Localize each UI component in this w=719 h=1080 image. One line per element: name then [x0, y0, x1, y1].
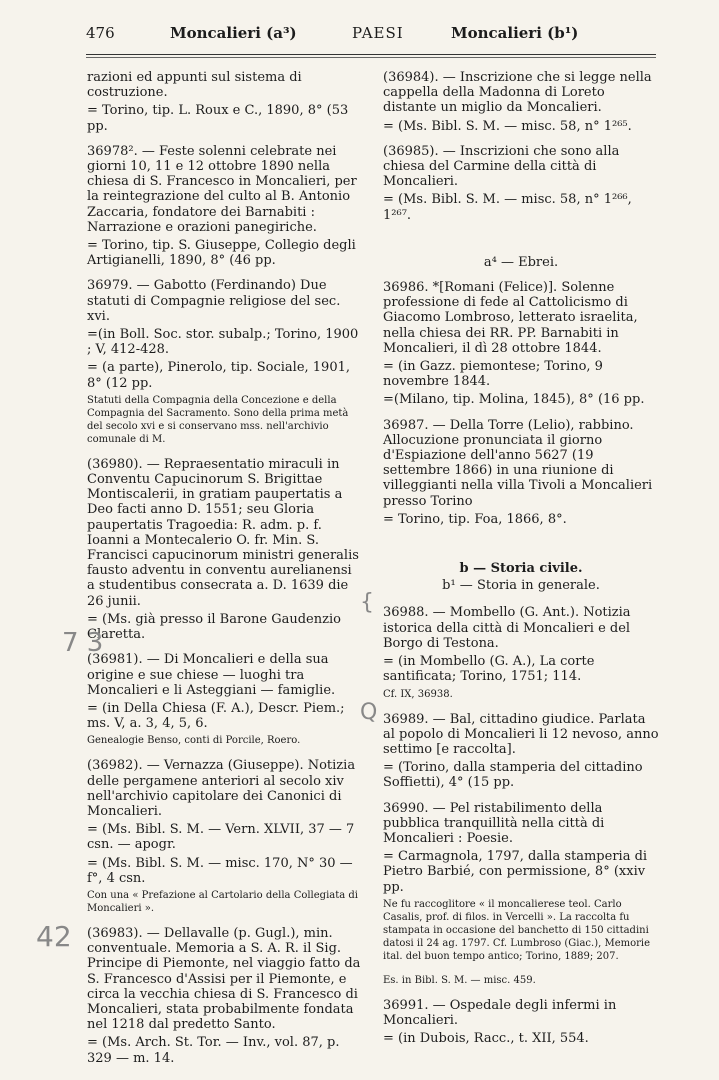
entry-36978-2: 36978². — Feste solenni celebrate nei giorni 10, 11 e 12 ottobre 1890 nella chiesa di S. Francesco in Moncalieri, per la reintegrazione del culto al B. Antonio Zaccaria, fondatore dei Barnabiti : Narrazione e orazioni panegiriche. [87, 143, 357, 235]
entry-citation: = (in Della Chiesa (F. A.), Descr. Piem.; ms. V, a. 3, 4, 5, 6. [87, 700, 345, 732]
header-rule [86, 54, 656, 55]
entry-36989: 36989. — Bal, cittadino giudice. Parlata al popolo di Moncalieri li 12 nevoso, anno settimo [e raccolta]. [383, 711, 659, 757]
entry-note: Genealogie Benso, conti di Porcile, Roero. [87, 735, 301, 747]
right-column [383, 70, 659, 1056]
handwritten-bracket: { [360, 590, 374, 615]
left-running-title: Moncalieri (a³) [170, 24, 297, 42]
entry-note: Cf. IX, 36938. [383, 688, 453, 700]
right-running-title: Moncalieri (b¹) [451, 24, 579, 42]
running-header [86, 18, 658, 48]
entry-citation: =(in Boll. Soc. stor. subalp.; Torino, 1900 ; V, 412-428. [87, 327, 359, 358]
page-number: 476 [86, 24, 115, 42]
handwritten-mark: Q [360, 700, 378, 725]
section-title: PAESI [352, 24, 404, 42]
entry-citation: =(Milano, tip. Molina, 1845), 8° (16 pp. [383, 392, 645, 408]
entry-36984: (36984). — Inscrizione che si legge nella cappella della Madonna di Loreto distante un miglio da Moncalieri. [383, 70, 652, 116]
entry-note: Statuti della Compagnia della Concezione e della Compagnia del Sacramento. Sono della prima metà del secolo xvi e si conservano mss. nell'archivio comunale di M. [87, 394, 349, 445]
entry-citation: = Carmagnola, 1797, dalla stamperia di Pietro Barbié, con permissione, 8° (xxiv pp. [383, 849, 648, 895]
subsection-heading: b¹ — Storia in generale. [442, 578, 600, 594]
entry-citation: = (in Gazz. piemontese; Torino, 9 novembre 1844. [383, 359, 603, 390]
entry-36983: (36983). — Dellavalle (p. Gugl.), min. conventuale. Memoria a S. A. R. il Sig. Principe di Piemonte, nel viaggio fatto da S. Francesco d'Assisi per il Piemonte, e circa la vecchia chiesa di S. Francesco di Moncalieri, stata probabilmente fondata nel 1218 dal predetto Santo. [87, 925, 361, 1033]
entry-citation: = (Ms. Bibl. S. M. — Vern. XLVII, 37 — 7 csn. — apogr. [87, 822, 355, 853]
entry-36982: (36982). — Vernazza (Giuseppe). Notizia delle pergamene anteriori al secolo xiv nell'archivio capitolare dei Canonici di Moncalieri. [87, 758, 356, 819]
entry-citation: = Torino, tip. Foa, 1866, 8°. [383, 511, 567, 527]
entry-citation: = (a parte), Pinerolo, tip. Sociale, 1901, 8° (12 pp. [87, 360, 351, 391]
entry-note: Ne fu raccoglitore « il moncalierese teol. Carlo Casalis, prof. di filos. in Vercelli ». La raccolta fu stampata in occasione del banchetto di 150 cittadini datosi il 24 ag. 1797. Cf. Lumbroso (Giac.), Memorie ital. del buon tempo antico; Torino, 1889; 207. [383, 898, 651, 962]
handwritten-mark: 42 [36, 920, 72, 953]
entry-36981: (36981). — Di Moncalieri e della sua origine e sue chiese — luoghi tra Moncalieri e li Asteggiani — famiglie. [87, 652, 336, 698]
entry-36986: 36986. *[Romani (Felice)]. Solenne professione di fede al Cattolicismo di Giacomo Lombroso, letterato israelita, nella chiesa dei RR. PP. Barnabiti in Moncalieri, il dì 28 ottobre 1844. [383, 280, 638, 356]
entry-citation: = (in Dubois, Racc., t. XII, 554. [383, 1031, 589, 1047]
entry-citation: = (Ms. Bibl. S. M. — misc. 58, n° 1²⁶⁵. [383, 118, 632, 134]
entry-text: razioni ed appunti sul sistema di costruzione. [87, 70, 302, 101]
entry-note: Es. in Bibl. S. M. — misc. 459. [383, 974, 536, 986]
entry-36980: (36980). — Repraesentatio miraculi in Conventu Capucinorum S. Brigittae Montiscalerii, in gratiam paupertatis a Deo facti anno D. 1551; seu Gloria paupertatis Tragoedia: R. adm. p. f. Ioanni a Montecalerio O. fr. Min. S. Francisci capucinorum ministri generalis fausto adventu in conventu aurelianensi a studentibus consecrata a. D. 1639 die 26 junii. [87, 456, 359, 609]
left-column [87, 70, 363, 1076]
entry-36991: 36991. — Ospedale degli infermi in Moncalieri. [383, 997, 617, 1028]
entry-citation: = (Torino, dalla stamperia del cittadino Soffietti), 4° (15 pp. [383, 760, 643, 791]
handwritten-mark: 7 3 [62, 628, 104, 658]
section-heading-ebrei: a⁴ — Ebrei. [483, 254, 559, 270]
entry-citation: = (Ms. già presso il Barone Gaudenzio Claretta. [87, 611, 341, 643]
section-heading-storia-civile: b — Storia civile. [459, 561, 583, 577]
entry-36990: 36990. — Pel ristabilimento della pubblica tranquillità nella città di Moncalieri : Poesie. [383, 800, 605, 846]
entry-citation: = (Ms. Bibl. S. M. — misc. 58, n° 1²⁶⁶, 1²⁶⁷. [383, 192, 632, 223]
entry-36985: (36985). — Inscrizioni che sono alla chiesa del Carmine della città di Moncalieri. [383, 143, 620, 190]
entry-citation: = (Ms. Arch. St. Tor. — Inv., vol. 87, p. 329 — m. 14. [87, 1035, 340, 1066]
entry-citation: = Torino, tip. L. Roux e C., 1890, 8° (53 pp. [87, 103, 349, 134]
header-rule-thin [86, 57, 656, 58]
entry-36979: 36979. — Gabotto (Ferdinando) Due statuti di Compagnie religiose del sec. xvi. [87, 278, 341, 324]
entry-36987: 36987. — Della Torre (Lelio), rabbino. Allocuzione pronunciata il giorno d'Espiazione dell'anno 5627 (19 settembre 1866) in una riunione di villeggianti nella villa Tivoli a Moncalieri presso Torino [383, 417, 653, 509]
entry-36988: 36988. — Mombello (G. Ant.). Notizia istorica della città di Moncalieri e del Borgo di Testona. [383, 605, 631, 651]
entry-citation: = (Ms. Bibl. S. M. — misc. 170, N° 30 — f°, 4 csn. [87, 855, 353, 886]
entry-citation: = (in Mombello (G. A.), La corte santificata; Torino, 1751; 114. [383, 654, 595, 685]
entry-citation: = Torino, tip. S. Giuseppe, Collegio degli Artigianelli, 1890, 8° (46 pp. [87, 238, 356, 269]
entry-note: Con una « Prefazione al Cartolario della Collegiata di Moncalieri ». [87, 889, 358, 914]
